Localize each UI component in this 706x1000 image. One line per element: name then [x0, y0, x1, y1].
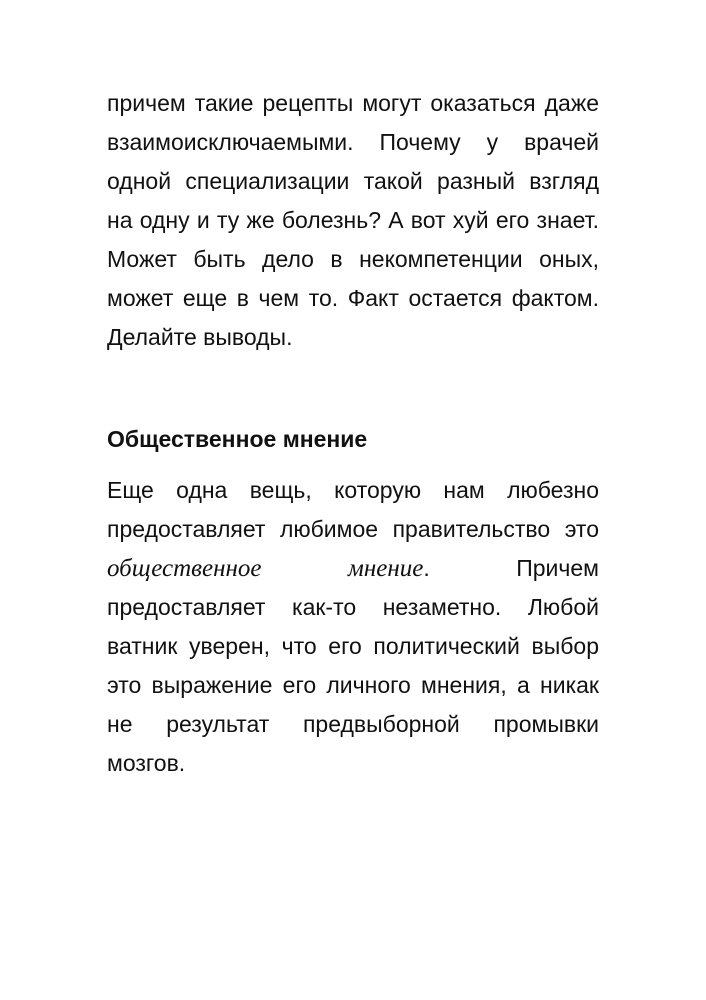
body-paragraph-1: причем такие рецепты могут оказаться даже взаимоисключаемыми. Почему у врачей одной специализации такой разный взгляд на одну и ту же болезнь? А вот хуй его знает. Может быть дело в некомпетенции оных, может еще в чем то. Факт остается фактом. Делайте выводы. — [107, 90, 599, 350]
section-heading: Общественное мнение — [107, 426, 368, 452]
body-paragraph-2 — [107, 471, 599, 783]
paragraph-2-text-end: . Причем предоставляет как-то незаметно. Любой ватник уверен, что его политический выбор это выражение его личного мнения, а никак не результат предвыборной промывки мозгов. — [107, 555, 599, 776]
document-page — [107, 84, 599, 783]
paragraph-2-text-start: Еще одна вещь, которую нам любезно предоставляет любимое правительство это — [107, 477, 599, 542]
emphasized-term: общественное мнение — [107, 555, 424, 582]
